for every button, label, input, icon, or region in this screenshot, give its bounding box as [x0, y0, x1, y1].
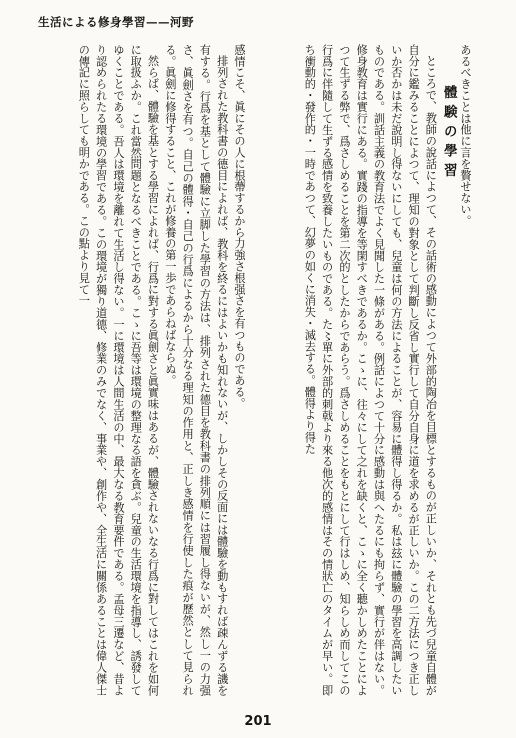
paragraph: ところで、教師の說話によつて、その話術の感動によつて外部的陶冶を目標とするものが正しいか、それとも先づ兒童自體が自分に鑑みることによつて、理知の對象として判斷し反省し實行して自分自身に道を求めるが正しいか。この二方法につき正しいか否かは未だ說明し得ないにしても、兒童は何の方法によることが、容易に體得し得るか。私は玆に體驗の學習を高調したいものである。訓話主義の教育法でよく見聞した一條がある。例話によつて十分に感動は與へたるにも拘らず、實行が伴はない。修身教育は實行にある。實踐の指導を等閑すべきであるか。こゝに、往々にして之れを缺くと、こゝに全く聽かしめたことによつて生ずる弊で、爲さしめることを第二次的としたからであらう。爲さしめることをもとにして行はしめ、知らしめ而してこの行爲に伴隨して生ずる感情を致養したいものである。た〻單に外部的刺戟より來る他次的感情はその情狀亡のタイムが早い。即ち衝動的・發作的・一時であつて、幻夢の如くに消失・滅去する。體得より得た: [303, 44, 438, 696]
left-text-column: [38, 44, 248, 696]
paragraph: 然らば、體驗を基とする學習によれば、行爲に對する眞劍さと眞實味はあるが、體驗されないなる行爲に對してはこれを如何に取扱ふか。これ當然問題となるべきことである。こゝに吾等は環境の整理なる語を貪ぶ。兒童の生活環境を指導し、誘發してゆくことである。吾人は環境を離れて生活し得ない。一に環境は人間生活の中、最大なる教育要件である。孟母三遷など、昔より認められたる環境の學習である。この環境が獨り道德、修業のみでなく、事業や、創作や、全生活に關係あることは偉人傑士の傳記に照らしても明かである。この點より見て一: [77, 44, 160, 696]
right-text-column: [266, 44, 474, 696]
page-number: 201: [244, 714, 272, 729]
paragraph: 感情こそ、眞にその人に根蔕するから力強さ根强さを有つものである。: [233, 44, 246, 409]
section-heading: 體験の學習: [440, 84, 457, 182]
opening-line: あるべきことは他に言を贅せない。: [459, 44, 472, 227]
paragraph: 排列された教科書の德目によれば、教科を終るにはよいかも知れないが、しかしその反面には體驗を動もすれば疎んずる譏を有する。行爲を基として體驗に立脚した學習の方法は、排列された德目を教科書の排列順には習履し得ないが、然し一の力强さ、眞劍さを有つ。自己の體得・自己の行爲によるから十分なる理知の作用と、正しき感情を行使した痕が歷然として見られる。眞劍に修得すること、これが修養の第一歩であらねばならぬ。: [163, 44, 229, 696]
running-header: 生活による修身學習——河野: [38, 15, 194, 29]
